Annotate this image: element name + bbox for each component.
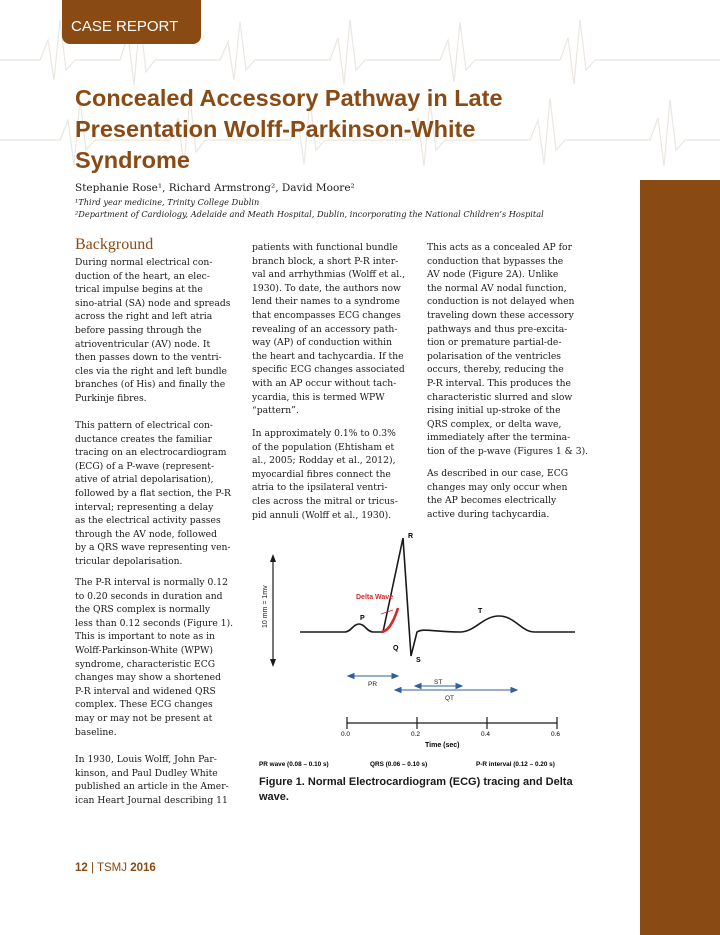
pr-arrowhead-left bbox=[348, 674, 354, 679]
journal-name: TSMJ bbox=[96, 862, 127, 874]
figure-caption: Figure 1. Normal Electrocardiogram (ECG) tracing and Delta wave. bbox=[259, 776, 573, 803]
affiliation-2: ²Department of Cardiology, Adelaide and Meath Hospital, Dublin, incorporating the National Children’s Hospital bbox=[75, 209, 544, 219]
y-axis-arrowhead-bottom bbox=[270, 659, 276, 667]
time-tick-label: 0.0 bbox=[341, 731, 351, 738]
body-paragraph: This pattern of electrical con- ductance creates the familiar tracing on an electrocardiogram (ECG) of a P-wave (represent- ative of atrial depolarisation), followed by a flat section, the P-R interval; representing a delay as the electrical activity passes through the AV node, followed by a QRS wave representing ven- tricular depolarisation. bbox=[75, 420, 231, 567]
title-line: Syndrome bbox=[75, 147, 190, 173]
legend-qrs: QRS (0.06 – 0.10 s) bbox=[370, 761, 428, 768]
page-number: 12 bbox=[75, 862, 88, 874]
time-tick-label: 0.6 bbox=[551, 731, 561, 738]
journal-year: 2016 bbox=[130, 862, 156, 874]
ecg-figure bbox=[255, 528, 595, 773]
ecg-trace bbox=[300, 538, 575, 656]
author-list: Stephanie Rose¹, Richard Armstrong², David Moore² bbox=[75, 182, 355, 194]
body-paragraph: This acts as a concealed AP for conduction that bypasses the AV node (Figure 2A). Unlike the normal AV nodal function, conduction is not delayed when traveling down these accessory pathways and thus pre-excita- tion or premature partial-de- polarisation of the ventricles occurs, thereby, reducing the P-R interval. This produces the characteristic slurred and slow rising initial up-stroke of the QRS complex, or delta wave, immediately after the termina- tion of the p-wave (Figures 1 & 3). bbox=[427, 242, 589, 457]
t-wave-label: T bbox=[478, 608, 483, 615]
y-axis-label: 10 mm = 1mv bbox=[262, 585, 269, 628]
side-accent-bar bbox=[640, 180, 720, 935]
affiliation-1: ¹Third year medicine, Trinity College Dublin bbox=[75, 197, 260, 207]
title-line: Presentation Wolff-Parkinson-White bbox=[75, 116, 476, 142]
st-interval-label: ST bbox=[434, 679, 443, 686]
section-heading-background: Background bbox=[75, 236, 154, 253]
body-paragraph: During normal electrical con- duction of the heart, an elec- trical impulse begins at the sino-atrial (SA) node and spreads across the right and left atria before passing through the atrioventricular (AV) node. It then passes down to the ventri- cles via the right and left bundle branches (of His) and finally the Purkinje fibres. bbox=[75, 257, 231, 404]
s-wave-label: S bbox=[416, 657, 421, 664]
body-paragraph: As described in our case, ECG changes may only occur when the AP becomes electrically active during tachycardia. bbox=[427, 468, 569, 520]
section-tag: CASE REPORT bbox=[62, 0, 201, 44]
legend-pr-interval: P-R interval (0.12 – 0.20 s) bbox=[476, 761, 555, 768]
body-paragraph: patients with functional bundle branch block, a short P-R inter- val and arrhythmias (Wolff et al., 1930). To date, the authors now lend their names to a syndrome that encompasses ECG changes revealing of an accessory path- way (AP) of conduction within the heart and tachycardia. If the specific ECG changes associated with an AP occur without tach- ycardia, this is termed WPW “pattern”. bbox=[252, 242, 406, 417]
pr-arrowhead-right bbox=[392, 674, 398, 679]
pr-interval-label: PR bbox=[368, 681, 378, 688]
qt-arrowhead-left bbox=[395, 688, 401, 693]
article-title bbox=[75, 83, 555, 176]
p-wave-label: P bbox=[360, 615, 365, 622]
qt-interval-label: QT bbox=[445, 695, 455, 702]
st-arrowhead-right bbox=[456, 684, 462, 689]
legend-pr-wave: PR wave (0.08 – 0.10 s) bbox=[259, 761, 329, 768]
qt-arrowhead-right bbox=[511, 688, 517, 693]
st-arrowhead-left bbox=[415, 684, 421, 689]
title-line: Concealed Accessory Pathway in Late bbox=[75, 85, 503, 111]
body-paragraph: The P-R interval is normally 0.12 to 0.20 seconds in duration and the QRS complex is normally less than 0.12 seconds (Figure 1). This is important to note as in Wolff-Parkinson-White (WPW) syndrome, characteristic ECG changes may show a shortened P-R interval and widened QRS complex. These ECG changes may or may not be present at baseline. bbox=[75, 577, 234, 738]
r-wave-label: R bbox=[408, 533, 414, 540]
time-axis-label: Time (sec) bbox=[425, 742, 460, 749]
body-paragraph: In approximately 0.1% to 0.3% of the population (Ehtisham et al., 2005; Rodday et al., 2012), myocardial fibres connect the atria to the ipsilateral ventri- cles across the mitral or tricus- pid annuli (Wolff et al., 1930). bbox=[252, 428, 398, 521]
time-tick-label: 0.2 bbox=[411, 731, 421, 738]
time-tick-label: 0.4 bbox=[481, 731, 491, 738]
body-paragraph: In 1930, Louis Wolff, John Par- kinson, and Paul Dudley White published an article in the Amer- ican Heart Journal describing 11 bbox=[75, 754, 229, 806]
page-footer: 12 | TSMJ 2016 bbox=[75, 862, 156, 874]
delta-wave-label: Delta Wave bbox=[356, 594, 394, 601]
y-axis-arrowhead-top bbox=[270, 554, 276, 562]
q-wave-label: Q bbox=[393, 645, 399, 652]
